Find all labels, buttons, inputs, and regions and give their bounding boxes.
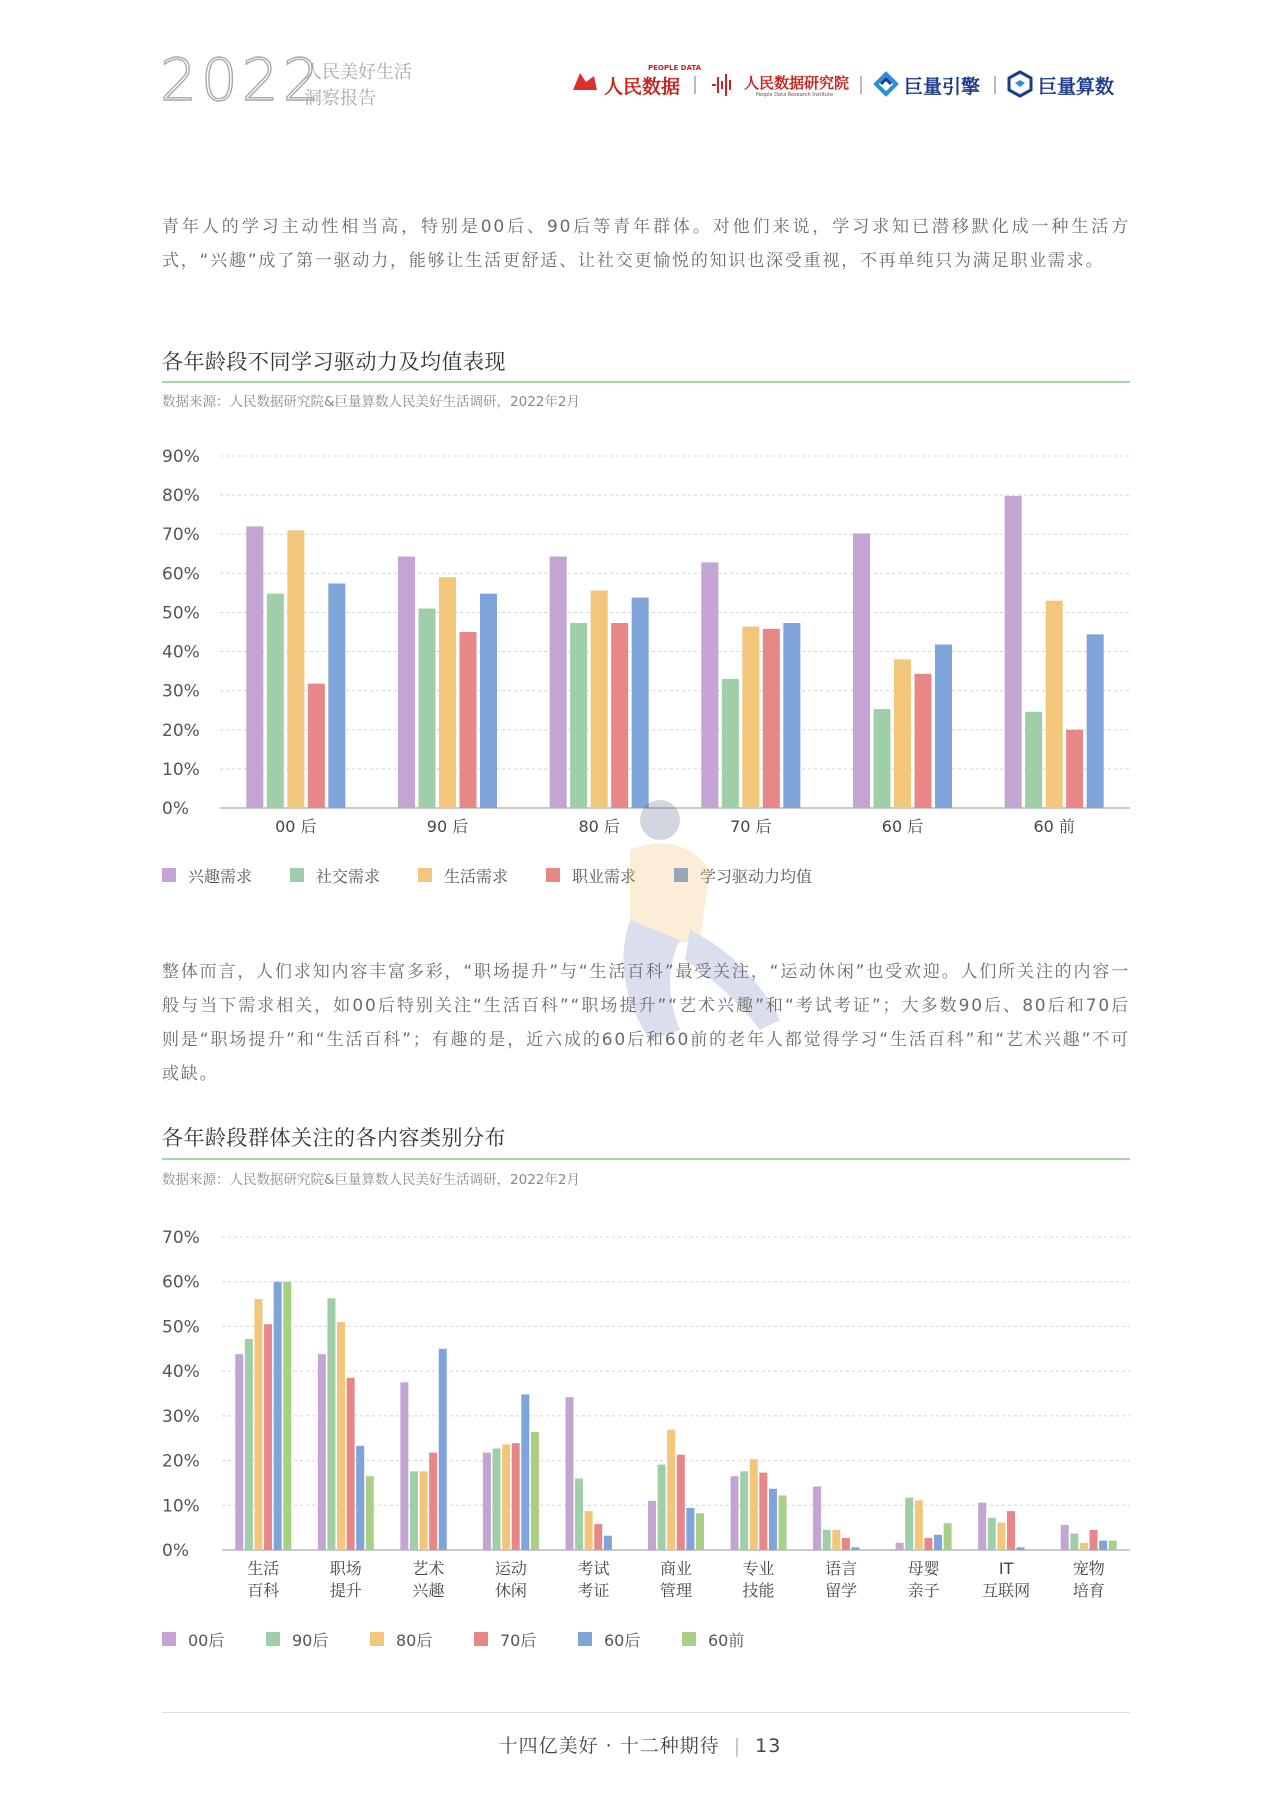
bar <box>480 594 497 808</box>
bar <box>701 562 718 808</box>
bar <box>894 659 911 808</box>
sound-wave-icon <box>710 72 740 98</box>
x-tick-label: 考证 <box>577 1581 610 1600</box>
bar <box>521 1394 529 1550</box>
legend-item <box>578 1628 640 1650</box>
content-category-bar-chart <box>0 1215 1280 1615</box>
bar <box>1007 1511 1015 1550</box>
y-tick-label: 80% <box>162 486 200 507</box>
bar <box>988 1518 996 1550</box>
y-tick-label: 0% <box>162 1541 189 1561</box>
bar <box>750 1459 758 1550</box>
bar <box>779 1495 787 1550</box>
bar <box>853 533 870 808</box>
bar <box>978 1503 986 1550</box>
y-tick-label: 50% <box>162 1317 200 1338</box>
legend-item <box>162 1628 224 1650</box>
x-tick-label: 商业 <box>659 1559 693 1578</box>
bar <box>337 1322 345 1550</box>
x-tick-label: 生活 <box>247 1559 280 1578</box>
legend-item <box>474 1628 536 1650</box>
bar <box>783 623 800 808</box>
logo-people-data-institute: 人民数据研究院 <box>744 74 850 92</box>
x-tick-label: 培育 <box>1072 1581 1105 1600</box>
bar <box>235 1354 243 1550</box>
legend-label: 60前 <box>708 1630 745 1650</box>
legend-label: 60后 <box>604 1630 641 1650</box>
bar <box>347 1378 355 1550</box>
legend-swatch <box>290 868 304 882</box>
bar <box>813 1487 821 1550</box>
bar <box>585 1511 593 1550</box>
bar <box>274 1282 282 1550</box>
bar <box>763 629 780 808</box>
bar <box>245 1339 253 1550</box>
ocean-engine-logo-icon <box>872 70 900 98</box>
bar <box>842 1538 850 1550</box>
y-tick-label: 10% <box>162 759 200 780</box>
bar <box>1070 1533 1078 1550</box>
x-tick-label: 90 后 <box>426 817 469 836</box>
logo-people-data-institute-sub: People Data Research Institute <box>756 92 834 98</box>
subtitle-line-1: 人民美好生活 <box>304 62 412 83</box>
bar <box>935 645 952 808</box>
page-header <box>0 0 1280 120</box>
bar <box>874 709 891 808</box>
bar <box>327 1298 335 1550</box>
y-tick-label: 30% <box>162 1406 200 1427</box>
y-tick-label: 90% <box>162 447 200 467</box>
bar <box>439 1349 447 1550</box>
bar <box>400 1382 408 1550</box>
x-tick-label: 60 后 <box>881 817 924 836</box>
bar <box>531 1432 539 1550</box>
bar <box>686 1508 694 1550</box>
bar <box>832 1530 840 1550</box>
bar <box>740 1471 748 1550</box>
legend-item <box>682 1628 744 1650</box>
legend-label: 社交需求 <box>316 866 381 886</box>
y-tick-label: 60% <box>162 564 200 585</box>
bar <box>722 679 739 808</box>
bar <box>1099 1541 1107 1550</box>
bar <box>769 1489 777 1550</box>
bar <box>308 684 325 808</box>
page-number: 13 <box>755 1735 782 1757</box>
x-tick-label: 提升 <box>329 1581 362 1600</box>
bar <box>731 1476 739 1550</box>
chart1-source: 数据来源：人民数据研究院&巨量算数人民美好生活调研，2022年2月 <box>162 394 580 410</box>
bar <box>264 1324 272 1550</box>
logo-ocean-data: 巨量算数 <box>1038 76 1115 98</box>
bar <box>905 1498 913 1550</box>
bar <box>924 1538 932 1550</box>
bar <box>283 1282 291 1550</box>
partner-logos <box>570 62 1130 112</box>
legend-label: 90后 <box>292 1630 329 1650</box>
x-tick-label: 70 后 <box>730 817 772 836</box>
bar <box>851 1547 859 1550</box>
legend-label: 学习驱动力均值 <box>700 866 813 886</box>
bar <box>742 627 759 808</box>
bar <box>667 1430 675 1550</box>
bar <box>997 1523 1005 1550</box>
bar <box>267 594 284 808</box>
bar <box>328 584 345 808</box>
bar <box>1046 601 1063 808</box>
bar <box>658 1465 666 1550</box>
report-year: 2022 <box>160 46 324 114</box>
logo-people-data-sub: PEOPLE DATA <box>648 64 702 72</box>
x-tick-label: 考试 <box>577 1559 610 1578</box>
bar <box>823 1530 831 1550</box>
logo-separator <box>694 76 696 94</box>
bar <box>696 1513 704 1550</box>
x-tick-label: 亲子 <box>907 1581 940 1600</box>
bar <box>419 609 436 808</box>
bar <box>591 591 608 808</box>
bar <box>1087 634 1104 808</box>
x-tick-label: 艺术 <box>412 1559 445 1578</box>
bar <box>287 530 304 808</box>
bar <box>493 1448 501 1550</box>
y-tick-label: 40% <box>162 642 200 663</box>
y-tick-label: 60% <box>162 1272 200 1293</box>
footer-rule <box>162 1712 1130 1713</box>
x-tick-label: 专业 <box>742 1559 775 1578</box>
bar <box>254 1299 262 1550</box>
bar <box>759 1473 767 1550</box>
chart2-source: 数据来源：人民数据研究院&巨量算数人民美好生活调研，2022年2月 <box>162 1172 580 1188</box>
legend-item <box>290 864 380 886</box>
legend-label: 70后 <box>500 1630 537 1650</box>
logo-people-data: 人民数据 <box>604 76 681 98</box>
x-tick-label: 母婴 <box>907 1559 940 1578</box>
legend-label: 00后 <box>188 1630 225 1650</box>
chart1-title-rule <box>162 381 1130 383</box>
bar <box>677 1455 685 1550</box>
content-paragraph: 整体而言，人们求知内容丰富多彩，“职场提升”与“生活百科”最受关注，“运动休闲”也受欢迎。人们所关注的内容一般与当下需求相关，如00后特别关注“生活百科”“职场提升”“艺术兴趣”和“考试考证”；大多数90后、80后和70后则是“职场提升”和“生活百科”；有趣的是，近六成的60后和60前的老年人都觉得学习“生活百科”和“艺术兴趣”不可或缺。 <box>162 962 1130 1084</box>
x-tick-label: 技能 <box>742 1581 775 1600</box>
y-tick-label: 40% <box>162 1362 200 1383</box>
bar <box>246 526 263 808</box>
bar <box>460 632 477 808</box>
x-tick-label: 休闲 <box>494 1581 527 1600</box>
legend-label: 生活需求 <box>444 866 509 886</box>
y-tick-label: 20% <box>162 720 200 741</box>
legend-swatch <box>578 1632 592 1646</box>
x-tick-label: 语言 <box>825 1559 858 1578</box>
bar <box>318 1354 326 1550</box>
logo-ocean-engine: 巨量引擎 <box>904 76 981 98</box>
legend-swatch <box>266 1632 280 1646</box>
bar <box>915 1500 923 1550</box>
bar <box>575 1478 583 1550</box>
legend-swatch <box>682 1632 696 1646</box>
bar <box>398 557 415 808</box>
bar <box>483 1453 491 1550</box>
y-tick-label: 10% <box>162 1496 200 1517</box>
x-tick-label: 百科 <box>247 1581 280 1600</box>
bar <box>611 623 628 808</box>
chart2-title: 各年龄段群体关注的各内容类别分布 <box>162 1126 506 1150</box>
legend-swatch <box>162 868 176 882</box>
y-tick-label: 30% <box>162 681 200 702</box>
x-tick-label: 60 前 <box>1033 817 1075 836</box>
bar <box>512 1443 520 1550</box>
legend-label: 兴趣需求 <box>188 866 253 886</box>
y-tick-label: 70% <box>162 1228 200 1248</box>
bar <box>420 1471 428 1550</box>
bar <box>1080 1543 1088 1550</box>
legend-swatch <box>474 1632 488 1646</box>
bar <box>366 1476 374 1550</box>
logo-separator <box>994 76 996 94</box>
x-tick-label: 00 后 <box>275 817 317 836</box>
chart2-title-rule <box>162 1158 1130 1160</box>
chart1-title: 各年龄段不同学习驱动力及均值表现 <box>162 350 506 374</box>
ocean-data-logo-icon <box>1006 70 1034 98</box>
legend-item <box>162 864 252 886</box>
legend-swatch <box>546 868 560 882</box>
people-data-logo-icon <box>570 68 600 98</box>
legend-swatch <box>162 1632 176 1646</box>
bar <box>356 1446 364 1550</box>
bar <box>502 1444 510 1550</box>
page-footer <box>0 1731 1280 1758</box>
x-tick-label: 互联网 <box>982 1581 1031 1600</box>
bar <box>632 598 649 808</box>
x-tick-label: IT <box>998 1559 1014 1578</box>
bar <box>1017 1547 1025 1550</box>
x-tick-label: 职场 <box>329 1559 362 1578</box>
bar <box>1090 1530 1098 1550</box>
bar <box>604 1536 612 1550</box>
legend-label: 职业需求 <box>572 866 637 886</box>
chart2-legend <box>162 1628 1130 1650</box>
bar <box>550 557 567 808</box>
bar <box>565 1397 573 1550</box>
y-tick-label: 70% <box>162 525 200 546</box>
bar <box>1066 730 1083 808</box>
bar <box>896 1543 904 1550</box>
bar <box>1005 496 1022 808</box>
legend-swatch <box>418 868 432 882</box>
y-tick-label: 50% <box>162 603 200 624</box>
bar <box>934 1535 942 1550</box>
bar <box>410 1471 418 1550</box>
x-tick-label: 兴趣 <box>412 1581 445 1600</box>
learning-drive-bar-chart <box>0 440 1280 840</box>
footer-slogan: 十四亿美好 · 十二种期待 <box>498 1735 720 1757</box>
bar <box>1109 1541 1117 1550</box>
y-tick-label: 0% <box>162 799 189 819</box>
legend-label: 80后 <box>396 1630 433 1650</box>
x-tick-label: 留学 <box>825 1581 858 1600</box>
legend-item <box>266 1628 328 1650</box>
logo-separator <box>860 76 862 94</box>
bar <box>570 623 587 808</box>
bar <box>429 1453 437 1550</box>
x-tick-label: 宠物 <box>1072 1559 1105 1578</box>
report-subtitle <box>304 60 412 112</box>
footer-divider: | <box>733 1735 742 1757</box>
intro-paragraph: 青年人的学习主动性相当高，特别是00后、90后等青年群体。对他们来说，学习求知已潜移默化成一种生活方式，“兴趣”成了第一驱动力，能够让生活更舒适、让社交更愉悦的知识也深受重视，不再单纯只为满足职业需求。 <box>162 217 1130 271</box>
x-tick-label: 运动 <box>494 1559 527 1578</box>
legend-item <box>370 1628 432 1650</box>
bar <box>594 1524 602 1550</box>
bar <box>1025 712 1042 808</box>
bar <box>915 674 932 808</box>
bar <box>944 1523 952 1550</box>
legend-item <box>418 864 508 886</box>
bar <box>648 1501 656 1550</box>
y-tick-label: 20% <box>162 1451 200 1472</box>
bar <box>439 577 456 808</box>
x-tick-label: 管理 <box>659 1581 693 1600</box>
legend-swatch <box>370 1632 384 1646</box>
x-tick-label: 80 后 <box>578 817 620 836</box>
subtitle-line-2: 洞察报告 <box>304 88 376 109</box>
bar <box>1061 1525 1069 1550</box>
